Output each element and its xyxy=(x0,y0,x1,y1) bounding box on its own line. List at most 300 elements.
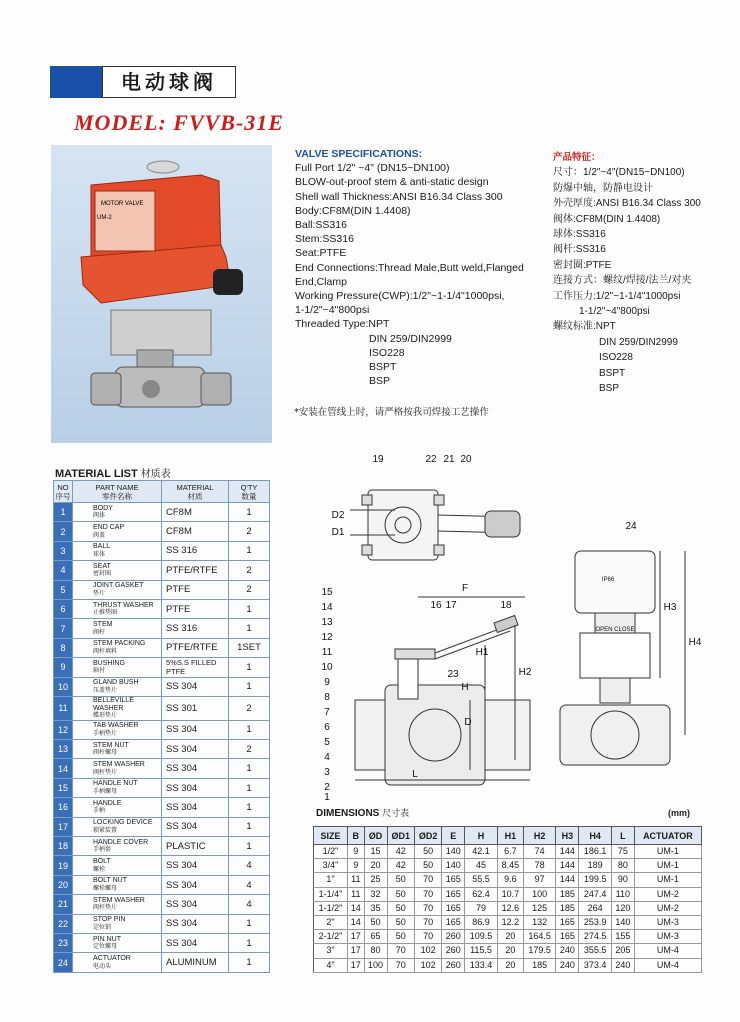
table-row xyxy=(54,561,270,580)
dim-cell: 50 xyxy=(387,930,414,944)
material-qty: 1 xyxy=(229,619,270,638)
dim-cell: 164.5 xyxy=(523,930,556,944)
material-no: 23 xyxy=(54,933,73,952)
dim-cell: 78 xyxy=(523,859,556,873)
material-no: 10 xyxy=(54,677,73,696)
dim-cell: 12.2 xyxy=(497,915,523,929)
spec-line: Working Pressure(CWP):1/2"~1-1/4"1000psi, xyxy=(295,290,505,303)
svg-text:15: 15 xyxy=(321,587,333,598)
material-qty: 1 xyxy=(229,759,270,778)
dim-cell: 17 xyxy=(348,930,365,944)
svg-text:3: 3 xyxy=(324,767,330,778)
material-part-name: BUSHING 轴衬 xyxy=(73,658,162,677)
table-row xyxy=(314,873,702,887)
material-no: 5 xyxy=(54,580,73,599)
dim-cell: 125 xyxy=(523,901,556,915)
material-qty: 1 xyxy=(229,541,270,560)
material-part-name: LOCKING DEVICE 锁紧装置 xyxy=(73,817,162,836)
table-row xyxy=(314,958,702,972)
material-part-name: SEAT 密封圈 xyxy=(73,561,162,580)
material-qty: 2 xyxy=(229,561,270,580)
dim-cell: 133.4 xyxy=(465,958,498,972)
material-qty: 1 xyxy=(229,933,270,952)
dim-cell: UM-4 xyxy=(634,958,701,972)
svg-text:6: 6 xyxy=(324,722,330,733)
material-qty: 1 xyxy=(229,503,270,522)
dim-h2: H2 xyxy=(518,667,532,678)
svg-text:4: 4 xyxy=(324,752,330,763)
dim-cell: 144 xyxy=(556,873,579,887)
dim-header: B xyxy=(348,827,365,845)
dim-cell: 20 xyxy=(497,930,523,944)
spec-line: Ball:SS316 xyxy=(295,219,347,232)
dim-cell: 102 xyxy=(414,944,441,958)
table-row xyxy=(54,677,270,696)
dim-cell: 3/4" xyxy=(314,859,348,873)
callout-18: 18 xyxy=(500,600,512,611)
material-qty: 2 xyxy=(229,696,270,720)
dim-cell: 79 xyxy=(465,901,498,915)
dim-cell: 14 xyxy=(348,901,365,915)
table-row xyxy=(54,720,270,739)
material-value: SS 316 xyxy=(162,541,229,560)
svg-text:8: 8 xyxy=(324,692,330,703)
table-row xyxy=(54,933,270,952)
dim-cell: 144 xyxy=(556,859,579,873)
dim-l: L xyxy=(412,769,418,780)
dim-cell: 109.5 xyxy=(465,930,498,944)
table-row xyxy=(314,859,702,873)
table-row xyxy=(314,944,702,958)
table-row xyxy=(54,658,270,677)
svg-text:MOTOR VALVE: MOTOR VALVE xyxy=(101,201,144,207)
actuator-nameplate xyxy=(95,191,155,251)
spec-line: Threaded Type:NPT xyxy=(295,318,390,331)
material-value: SS 304 xyxy=(162,856,229,875)
material-qty: 1 xyxy=(229,837,270,856)
spec-zh-line: 尺寸：1/2"~4"(DN15~DN100) xyxy=(553,167,685,179)
dim-cell: 9 xyxy=(348,859,365,873)
material-part-name: BOLT NUT 螺栓螺母 xyxy=(73,875,162,894)
table-row xyxy=(314,915,702,929)
material-no: 13 xyxy=(54,740,73,759)
material-qty: 1 xyxy=(229,720,270,739)
material-no: 8 xyxy=(54,638,73,657)
dim-cell: 1/2" xyxy=(314,845,348,859)
material-value: PTFE xyxy=(162,599,229,618)
material-value: SS 304 xyxy=(162,895,229,914)
callout-16: 16 xyxy=(430,600,442,611)
dim-cell: 50 xyxy=(387,887,414,901)
table-row xyxy=(54,503,270,522)
dim-cell: 80 xyxy=(364,944,387,958)
table-row xyxy=(54,914,270,933)
dim-cell: 14 xyxy=(348,915,365,929)
callout-23: 23 xyxy=(447,669,459,680)
dim-cell: 199.5 xyxy=(579,873,612,887)
dim-cell: 42 xyxy=(387,859,414,873)
material-value: PTFE xyxy=(162,580,229,599)
dim-cell: 260 xyxy=(442,930,465,944)
dim-h1: H1 xyxy=(475,647,489,658)
dim-header: ACTUATOR xyxy=(634,827,701,845)
table-row xyxy=(54,580,270,599)
material-qty: 1 xyxy=(229,658,270,677)
dim-cell: 102 xyxy=(414,958,441,972)
table-row xyxy=(54,522,270,541)
dim-cell: 373.4 xyxy=(579,958,612,972)
table-row xyxy=(54,856,270,875)
dim-cell: 186.1 xyxy=(579,845,612,859)
dim-cell: 165 xyxy=(442,901,465,915)
dim-cell: UM-1 xyxy=(634,845,701,859)
valve-specifications xyxy=(295,147,524,388)
spec-line: Full Port 1/2" ~4" (DN15~DN100) xyxy=(295,162,450,175)
dim-cell: 2" xyxy=(314,915,348,929)
spec-line: BSPT xyxy=(369,361,397,374)
table-row xyxy=(54,638,270,657)
material-part-name: STEM NUT 阀杆螺母 xyxy=(73,740,162,759)
dim-cell: 1-1/2" xyxy=(314,901,348,915)
dim-cell: UM-3 xyxy=(634,930,701,944)
material-value: 5%S.S FILLED PTFE xyxy=(162,658,229,677)
callout-22: 22 xyxy=(425,454,437,465)
dim-cell: 165 xyxy=(556,930,579,944)
spec-line: BLOW-out-proof stem & anti-static design xyxy=(295,176,489,189)
table-row xyxy=(54,953,270,972)
dim-cell: 1" xyxy=(314,873,348,887)
dim-cell: 9.6 xyxy=(497,873,523,887)
material-part-name: BELLEVILLE WASHER 蝶形垫片 xyxy=(73,696,162,720)
material-no: 3 xyxy=(54,541,73,560)
dim-cell: UM-1 xyxy=(634,873,701,887)
dim-cell: 4" xyxy=(314,958,348,972)
spec-zh-line: 阀杆:SS316 xyxy=(553,244,606,256)
material-value: SS 304 xyxy=(162,759,229,778)
dim-f: F xyxy=(461,583,469,594)
material-value: SS 304 xyxy=(162,677,229,696)
dim-cell: 165 xyxy=(442,887,465,901)
material-qty: 4 xyxy=(229,856,270,875)
spec-line: End,Clamp xyxy=(295,275,347,288)
specs-chinese xyxy=(553,150,701,397)
specs-zh-title: 产品特征： xyxy=(553,152,601,163)
spec-zh-line: 防爆中轴，防静电设计 xyxy=(553,182,653,194)
dim-cell: UM-2 xyxy=(634,887,701,901)
actuator-open-close: OPEN CLOSE xyxy=(595,627,635,633)
dim-cell: 35 xyxy=(364,901,387,915)
spec-zh-line: ISO228 xyxy=(599,352,633,364)
install-note: *安装在管线上时，请严格按我司焊接工艺操作 xyxy=(294,407,489,418)
material-no: 4 xyxy=(54,561,73,580)
dim-cell: 140 xyxy=(442,845,465,859)
col-no: NO 序号 xyxy=(55,482,71,501)
material-value: PTFE/RTFE xyxy=(162,638,229,657)
dim-cell: 179.5 xyxy=(523,944,556,958)
material-value: SS 304 xyxy=(162,933,229,952)
dim-cell: 50 xyxy=(364,915,387,929)
dim-cell: 10.7 xyxy=(497,887,523,901)
svg-text:UM-2: UM-2 xyxy=(97,215,112,221)
material-list-title: MATERIAL LIST 材质表 xyxy=(55,468,171,480)
material-part-name: BALL 球体 xyxy=(73,541,162,560)
dim-cell: 50 xyxy=(414,845,441,859)
material-qty: 2 xyxy=(229,580,270,599)
svg-text:11: 11 xyxy=(321,647,333,658)
dim-cell: UM-3 xyxy=(634,915,701,929)
dim-cell: 70 xyxy=(414,873,441,887)
material-no: 12 xyxy=(54,720,73,739)
material-part-name: THRUST WASHER 止推垫圈 xyxy=(73,599,162,618)
material-value: CF8M xyxy=(162,522,229,541)
actuator-ip-tag: IP66 xyxy=(601,577,615,583)
dim-cell: 240 xyxy=(556,958,579,972)
dim-header: H3 xyxy=(556,827,579,845)
dim-cell: 42.1 xyxy=(465,845,498,859)
dim-cell: 45 xyxy=(465,859,498,873)
dim-cell: 50 xyxy=(414,859,441,873)
material-qty: 1 xyxy=(229,914,270,933)
dim-cell: 100 xyxy=(364,958,387,972)
material-qty: 1SET xyxy=(229,638,270,657)
dim-cell: 185 xyxy=(556,901,579,915)
spec-zh-line: 工作压力:1/2"~1-1/4"1000psi xyxy=(553,290,681,302)
material-value: SS 304 xyxy=(162,875,229,894)
material-no: 15 xyxy=(54,778,73,797)
dim-cell: UM-4 xyxy=(634,944,701,958)
table-row xyxy=(54,817,270,836)
dim-header: L xyxy=(611,827,634,845)
spec-line: Stem:SS316 xyxy=(295,233,354,246)
col-part-name: PART NAME 零件名称 xyxy=(73,481,162,503)
dim-cell: 42 xyxy=(387,845,414,859)
dim-header: H1 xyxy=(497,827,523,845)
dim-cell: 140 xyxy=(442,859,465,873)
material-value: SS 304 xyxy=(162,740,229,759)
spec-line: Shell wall Thickness:ANSI B16.34 Class 300 xyxy=(295,190,503,203)
spec-zh-line: 外壳厚度:ANSI B16.34 Class 300 xyxy=(553,198,701,210)
specs-title: VALVE SPECIFICATIONS: xyxy=(295,148,423,160)
dim-cell: 55.5 xyxy=(465,873,498,887)
dim-cell: 165 xyxy=(442,915,465,929)
material-qty: 4 xyxy=(229,875,270,894)
dim-cell: 155 xyxy=(611,930,634,944)
callout-20: 20 xyxy=(460,454,472,465)
spec-zh-line: 阀体:CF8M(DIN 1.4408) xyxy=(553,213,661,225)
material-part-name: STOP PIN 定位销 xyxy=(73,914,162,933)
dim-cell: 189 xyxy=(579,859,612,873)
dim-cell: 50 xyxy=(387,873,414,887)
dim-cell: 185 xyxy=(523,958,556,972)
dim-cell: 15 xyxy=(364,845,387,859)
dim-header: ØD2 xyxy=(414,827,441,845)
dim-cell: 32 xyxy=(364,887,387,901)
dim-cell: 20 xyxy=(364,859,387,873)
material-value: PTFE/RTFE xyxy=(162,561,229,580)
dim-cell: 165 xyxy=(442,873,465,887)
material-part-name: TAB WASHER 手柄垫片 xyxy=(73,720,162,739)
dim-cell: 70 xyxy=(387,944,414,958)
spec-line: BSP xyxy=(369,375,391,388)
dim-cell: 62.4 xyxy=(465,887,498,901)
table-row xyxy=(54,541,270,560)
svg-text:9: 9 xyxy=(324,677,330,688)
dim-cell: 17 xyxy=(348,958,365,972)
dim-cell: 3" xyxy=(314,944,348,958)
dim-header: H2 xyxy=(523,827,556,845)
dim-cell: 144 xyxy=(556,845,579,859)
material-qty: 2 xyxy=(229,740,270,759)
table-row xyxy=(54,895,270,914)
dim-header: ØD1 xyxy=(387,827,414,845)
spec-line: End Connections:Thread Male,Butt weld,Flanged xyxy=(295,261,524,274)
material-no: 24 xyxy=(54,953,73,972)
table-row xyxy=(54,619,270,638)
svg-text:10: 10 xyxy=(321,662,333,673)
dim-cell: 253.9 xyxy=(579,915,612,929)
dim-cell: 90 xyxy=(611,873,634,887)
material-no: 17 xyxy=(54,817,73,836)
dim-cell: 132 xyxy=(523,915,556,929)
dim-cell: 70 xyxy=(414,901,441,915)
callout-19: 19 xyxy=(372,454,384,465)
svg-text:13: 13 xyxy=(321,617,333,628)
svg-text:5: 5 xyxy=(324,737,330,748)
material-part-name: HANDLE 手柄 xyxy=(73,798,162,817)
spec-line: Body:CF8M(DIN 1.4408) xyxy=(295,204,411,217)
dim-cell: 260 xyxy=(442,958,465,972)
dim-h4: H4 xyxy=(688,637,702,648)
spec-zh-line: BSP xyxy=(599,383,620,395)
dim-cell: 205 xyxy=(611,944,634,958)
spec-zh-line: 连接方式：螺纹/焊接/法兰/对夹 xyxy=(553,275,692,287)
dim-d: D xyxy=(464,717,472,728)
table-row xyxy=(54,798,270,817)
dim-h3: H3 xyxy=(663,602,677,613)
table-row xyxy=(54,837,270,856)
spec-zh-line: BSPT xyxy=(599,367,626,379)
table-row xyxy=(314,887,702,901)
svg-text:12: 12 xyxy=(321,632,333,643)
dim-cell: 9 xyxy=(348,845,365,859)
spec-line: DIN 259/DIN2999 xyxy=(369,332,452,345)
header-accent-bar xyxy=(50,66,102,98)
svg-text:7: 7 xyxy=(324,707,330,718)
material-no: 6 xyxy=(54,599,73,618)
dim-cell: 120 xyxy=(611,901,634,915)
material-part-name: END CAP 阀盖 xyxy=(73,522,162,541)
dim-cell: 274.5 xyxy=(579,930,612,944)
material-value: SS 304 xyxy=(162,720,229,739)
dim-cell: 260 xyxy=(442,944,465,958)
col-qty: Q'TY 数量 xyxy=(229,481,270,503)
table-row xyxy=(54,875,270,894)
material-part-name: HANDLE NUT 手柄螺母 xyxy=(73,778,162,797)
dim-cell: 2-1/2" xyxy=(314,930,348,944)
dim-cell: 6.7 xyxy=(497,845,523,859)
material-no: 21 xyxy=(54,895,73,914)
dim-cell: 25 xyxy=(364,873,387,887)
material-qty: 1 xyxy=(229,817,270,836)
material-part-name: STEM WASHER 阀杆垫片 xyxy=(73,895,162,914)
material-no: 16 xyxy=(54,798,73,817)
table-row xyxy=(54,740,270,759)
dim-header: SIZE xyxy=(314,827,348,845)
dim-cell: 20 xyxy=(497,944,523,958)
dim-header: ØD xyxy=(364,827,387,845)
spec-line: 1-1/2"~4"800psi xyxy=(295,304,370,317)
material-value: SS 304 xyxy=(162,798,229,817)
spec-zh-line: 球体:SS316 xyxy=(553,229,606,241)
dim-cell: 65 xyxy=(364,930,387,944)
dim-cell: 1-1/4" xyxy=(314,887,348,901)
page-title: 电动球阀 xyxy=(102,66,236,98)
model-title: MODEL: FVVB-31E xyxy=(74,110,284,135)
dim-cell: 12.6 xyxy=(497,901,523,915)
dim-cell: UM-1 xyxy=(634,859,701,873)
callout-21: 21 xyxy=(443,454,455,465)
svg-text:1: 1 xyxy=(324,792,330,800)
material-qty: 1 xyxy=(229,798,270,817)
material-qty: 4 xyxy=(229,895,270,914)
dim-cell: 75 xyxy=(611,845,634,859)
table-row xyxy=(54,696,270,720)
dim-cell: 20 xyxy=(497,958,523,972)
dim-cell: 100 xyxy=(523,887,556,901)
material-no: 1 xyxy=(54,503,73,522)
dim-cell: 185 xyxy=(556,887,579,901)
dim-cell: 80 xyxy=(611,859,634,873)
material-no: 2 xyxy=(54,522,73,541)
material-qty: 1 xyxy=(229,677,270,696)
spec-zh-line: 螺纹标准:NPT xyxy=(553,321,616,333)
material-part-name: JOINT GASKET 垫片 xyxy=(73,580,162,599)
dim-cell: 355.5 xyxy=(579,944,612,958)
table-row xyxy=(54,599,270,618)
material-no: 20 xyxy=(54,875,73,894)
dimensions-unit: (mm) xyxy=(668,808,690,818)
spec-zh-line: 密封圈:PTFE xyxy=(553,259,612,271)
dim-header: E xyxy=(442,827,465,845)
table-row xyxy=(54,759,270,778)
label-d1: D1 xyxy=(331,527,345,538)
material-no: 11 xyxy=(54,696,73,720)
dim-cell: UM-2 xyxy=(634,901,701,915)
material-qty: 2 xyxy=(229,522,270,541)
label-d2: D2 xyxy=(331,510,345,521)
material-value: SS 316 xyxy=(162,619,229,638)
col-material: MATERIAL 材质 xyxy=(162,481,229,503)
material-part-name: GLAND BUSH 压盖垫片 xyxy=(73,677,162,696)
material-part-name: BOLT 螺栓 xyxy=(73,856,162,875)
dim-cell: 70 xyxy=(414,915,441,929)
dim-header: H xyxy=(465,827,498,845)
dim-cell: 70 xyxy=(387,958,414,972)
spec-line: Seat:PTFE xyxy=(295,247,347,260)
dim-cell: 70 xyxy=(414,930,441,944)
dim-cell: 97 xyxy=(523,873,556,887)
dim-cell: 247.4 xyxy=(579,887,612,901)
material-value: SS 304 xyxy=(162,778,229,797)
material-value: SS 301 xyxy=(162,696,229,720)
dim-cell: 50 xyxy=(387,901,414,915)
material-part-name: STEM WASHER 阀杆垫片 xyxy=(73,759,162,778)
product-photo xyxy=(51,145,272,443)
technical-drawing xyxy=(300,445,740,800)
material-value: CF8M xyxy=(162,503,229,522)
table-row xyxy=(54,778,270,797)
dimensions-title: DIMENSIONS 尺寸表 xyxy=(316,808,410,819)
